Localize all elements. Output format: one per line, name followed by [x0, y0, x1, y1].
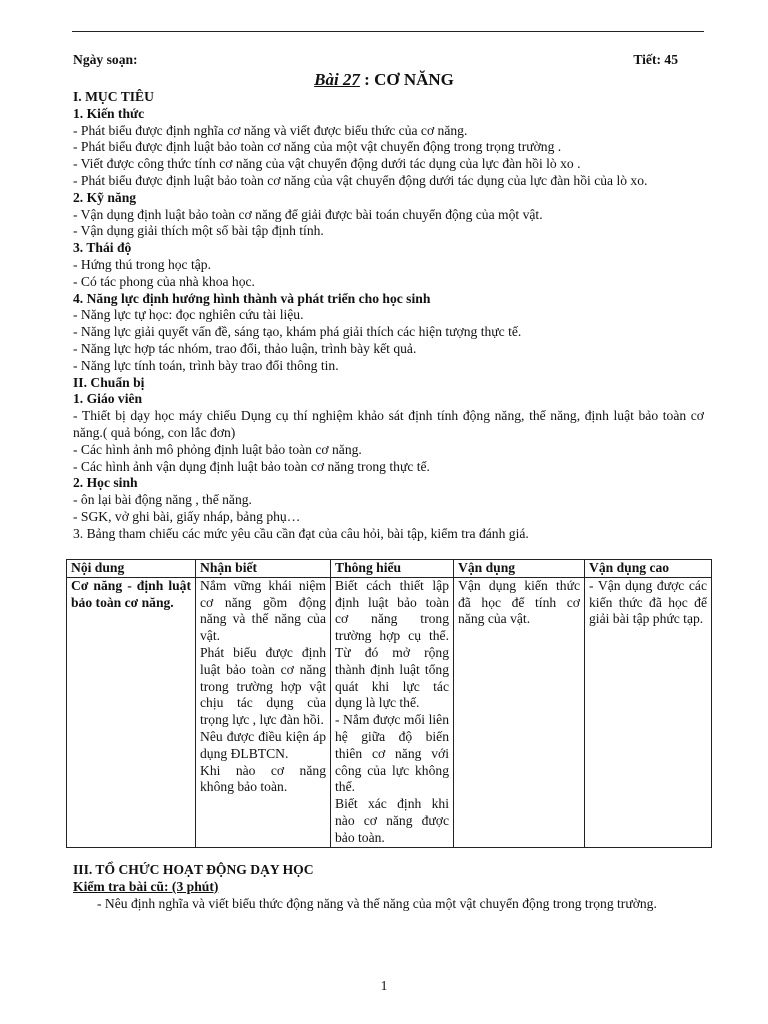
lesson-name: : CƠ NĂNG	[359, 70, 454, 89]
list-item: - Năng lực hợp tác nhóm, trao đổi, thảo luận, trình bày kết quả.	[73, 340, 417, 356]
list-item: - Phát biểu được định luật bảo toàn cơ năng của một vật chuyển động trong trọng trường .	[73, 139, 562, 155]
table-cell-advanced-application: - Vận dụng được các kiến thức đã học để giải bài tập phức tạp.	[585, 577, 712, 847]
list-item: - Thiết bị dạy học máy chiếu Dụng cụ thí nghiệm khảo sát định tính động năng, thế năng, định luật bảo toàn cơ năng.( quả bóng, con lắc đơn)	[73, 408, 704, 440]
table-cell-recognition: Nắm vững khái niệm cơ năng gồm động năng và thế năng của vật. Phát biểu được định luật bảo toàn cơ năng trong trường hợp vật chịu tác dụng của trọng lực , lực đàn hồi. Nêu được điều kiện áp dụng ĐLBTCN. Khi nào cơ năng không bảo toàn.	[196, 577, 331, 847]
list-item: - Vận dụng định luật bảo toàn cơ năng để giải được bài toán chuyển động của một vật.	[73, 206, 543, 222]
header-rule	[72, 31, 704, 32]
list-item: - Viết được công thức tính cơ năng của vật chuyển động dưới tác dụng của lực đàn hồi lò xo .	[73, 156, 581, 172]
lesson-period-label: Tiết: 45	[633, 52, 678, 67]
table-header-cell: Vận dụng	[454, 560, 585, 578]
table-header-row	[67, 560, 712, 578]
table-header-cell: Vận dụng cao	[585, 560, 712, 578]
list-item: 3. Bảng tham chiếu các mức yêu cầu cần đạt của câu hỏi, bài tập, kiểm tra đánh giá.	[73, 525, 529, 541]
subheading-attitude: 3. Thái độ	[73, 240, 132, 256]
prep-date-label: Ngày soạn:	[73, 52, 138, 67]
table-header-cell: Nhận biết	[196, 560, 331, 578]
table-cell-application: Vận dụng kiến thức đã học để tính cơ năng của vật.	[454, 577, 585, 847]
list-item: - Có tác phong của nhà khoa học.	[73, 273, 255, 289]
table-row	[67, 577, 712, 847]
list-item: - Vận dụng giải thích một số bài tập định tính.	[73, 223, 324, 239]
lesson-number: Bài 27	[314, 70, 360, 89]
table-cell-understanding: Biết cách thiết lập định luật bảo toàn cơ năng trong trường hợp cụ thể. Từ đó mở rộng thành định luật tổng quát khi lực tác dụng là lực thế. - Nắm được mối liên hệ giữa độ biến thiên cơ năng với công của lực không thế. Biết xác định khi nào cơ năng được bảo toàn.	[331, 577, 454, 847]
requirements-table	[66, 559, 712, 848]
subheading-competencies: 4. Năng lực định hướng hình thành và phát triển cho học sinh	[73, 290, 431, 306]
list-item: - Phát biểu được định luật bảo toàn cơ năng của vật chuyển động dưới tác dụng của lực đàn hồi của lò xo.	[73, 172, 648, 188]
subheading-review-check: Kiểm tra bài cũ: (3 phút)	[73, 878, 219, 894]
section-heading-objectives: I. MỤC TIÊU	[73, 89, 154, 104]
list-item: - Năng lực tính toán, trình bày trao đổi thông tin.	[73, 357, 339, 373]
section-heading-activities: III. TỔ CHỨC HOẠT ĐỘNG DẠY HỌC	[73, 862, 314, 877]
document-body	[73, 89, 704, 543]
section-heading-preparation: II. Chuẩn bị	[73, 374, 145, 390]
list-item: - Các hình ảnh mô phỏng định luật bảo toàn cơ năng.	[73, 441, 362, 457]
list-item: - Các hình ảnh vận dụng định luật bảo toàn cơ năng trong thực tế.	[73, 458, 430, 474]
list-item: - ôn lại bài động năng , thế năng.	[73, 492, 252, 508]
subheading-teacher: 1. Giáo viên	[73, 391, 143, 407]
page-title	[0, 70, 768, 90]
list-item: - SGK, vở ghi bài, giấy nháp, bảng phụ…	[73, 508, 301, 524]
subheading-skills: 2. Kỹ năng	[73, 189, 137, 205]
list-item: - Phát biểu được định nghĩa cơ năng và viết được biểu thức của cơ năng.	[73, 122, 468, 138]
subheading-knowledge: 1. Kiến thức	[73, 105, 145, 121]
table-cell-content-topic: Cơ năng - định luật bảo toàn cơ năng.	[67, 577, 196, 847]
subheading-students: 2. Học sinh	[73, 475, 138, 491]
review-question: - Nêu định nghĩa và viết biểu thức động năng và thế năng của một vật chuyển động trong trọng trường.	[97, 895, 657, 911]
list-item: - Năng lực tự học: đọc nghiên cứu tài liệu.	[73, 307, 304, 323]
activities-section	[73, 862, 704, 912]
table-header-cell: Thông hiểu	[331, 560, 454, 578]
list-item: - Năng lực giải quyết vấn đề, sáng tạo, khám phá giải thích các hiện tượng thực tế.	[73, 324, 522, 340]
list-item: - Hứng thú trong học tập.	[73, 256, 211, 272]
table-header-cell: Nội dung	[67, 560, 196, 578]
page-number: 1	[380, 978, 388, 993]
